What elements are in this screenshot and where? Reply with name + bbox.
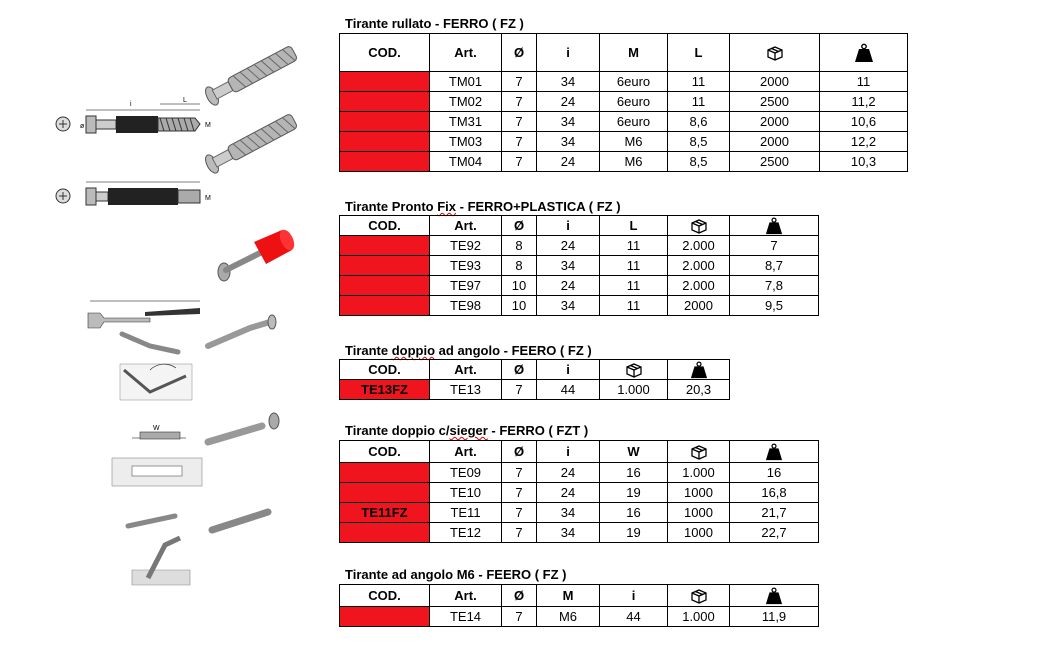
kg-cell: 20,3	[668, 380, 730, 400]
table5	[339, 584, 819, 627]
box-icon	[765, 45, 785, 61]
pack-cell: 2000	[668, 296, 730, 316]
pack-cell: 2500	[730, 152, 820, 172]
diameter-cell: 7	[502, 483, 537, 503]
cod-cell	[340, 92, 430, 112]
col-i: i	[537, 441, 600, 463]
table-row	[340, 380, 730, 400]
weight-icon	[854, 43, 874, 63]
col-art: Art.	[430, 360, 502, 380]
w-cell: 19	[600, 523, 668, 543]
kg-cell: 8,7	[730, 256, 819, 276]
art-cell: TM02	[430, 92, 502, 112]
cod-cell	[340, 256, 430, 276]
col-m: M	[537, 585, 600, 607]
art-cell: TE14	[430, 607, 502, 627]
col-pack	[668, 585, 730, 607]
box-icon	[689, 588, 709, 604]
tm-photo-2	[203, 112, 299, 176]
col-cod: COD.	[340, 216, 430, 236]
kg-cell: 11	[820, 72, 908, 92]
table2-title-c: - FERRO+PLASTICA ( FZ )	[456, 199, 621, 214]
col-pack	[600, 360, 668, 380]
m-label-2: M	[205, 195, 211, 202]
table-row	[340, 296, 819, 316]
table-row	[340, 276, 819, 296]
i-cell: 44	[537, 380, 600, 400]
col-art: Art.	[430, 441, 502, 463]
table-row	[340, 523, 819, 543]
i-cell: 24	[537, 463, 600, 483]
box-icon	[689, 444, 709, 460]
kg-cell: 12,2	[820, 132, 908, 152]
diameter-cell: 7	[502, 132, 537, 152]
i-cell: 34	[537, 523, 600, 543]
table3	[339, 359, 730, 400]
table4-title-a: Tirante doppio c/	[345, 423, 450, 438]
cod-cell	[340, 463, 430, 483]
i-cell: 24	[537, 236, 600, 256]
i-cell: 34	[537, 296, 600, 316]
col-cod: COD.	[340, 441, 430, 463]
pack-cell: 1.000	[668, 607, 730, 627]
kg-cell: 7,8	[730, 276, 819, 296]
pack-cell: 1.000	[600, 380, 668, 400]
l-cell: 11	[668, 72, 730, 92]
table2	[339, 215, 819, 316]
col-weight	[668, 360, 730, 380]
table1	[339, 33, 908, 172]
table1-title: Tirante rullato - FERRO ( FZ )	[345, 16, 524, 31]
col-cod: COD.	[340, 585, 430, 607]
table3-title-a: Tirante	[345, 343, 392, 358]
col-m: M	[600, 34, 668, 72]
cod-cell	[340, 483, 430, 503]
w-cell: 16	[600, 463, 668, 483]
te-fix-photo	[218, 227, 297, 281]
col-w: W	[600, 441, 668, 463]
cod-cell	[340, 296, 430, 316]
weight-icon	[765, 587, 783, 605]
weight-icon	[765, 443, 783, 461]
col-weight	[730, 585, 819, 607]
diameter-label: ø	[80, 123, 85, 130]
pack-cell: 1000	[668, 503, 730, 523]
diameter-cell: 7	[502, 607, 537, 627]
art-cell: TE12	[430, 523, 502, 543]
l-cell: 8,5	[668, 132, 730, 152]
col-weight	[730, 441, 819, 463]
i-cell: 24	[537, 92, 600, 112]
table3-title	[345, 343, 592, 358]
l-label: L	[183, 97, 187, 104]
kg-cell: 21,7	[730, 503, 819, 523]
table-row	[340, 607, 819, 627]
diameter-cell: 7	[502, 503, 537, 523]
table2-title	[345, 199, 621, 214]
table4-title	[345, 423, 588, 438]
table-row	[340, 92, 908, 112]
te-sieger-photos	[112, 413, 279, 585]
l-cell: 11	[600, 256, 668, 276]
product-illustrations	[0, 0, 330, 647]
box-icon	[689, 218, 709, 234]
col-weight	[820, 34, 908, 72]
m-label: M	[205, 122, 211, 129]
table-row	[340, 483, 819, 503]
pack-cell: 2500	[730, 92, 820, 112]
cod-cell	[340, 236, 430, 256]
l-cell: 11	[600, 236, 668, 256]
te13-photos	[120, 315, 276, 400]
pack-cell: 2.000	[668, 276, 730, 296]
l-cell: 8,5	[668, 152, 730, 172]
pack-cell: 2000	[730, 72, 820, 92]
col-l: L	[668, 34, 730, 72]
col-diameter: Ø	[502, 360, 537, 380]
i-label: i	[130, 101, 132, 108]
art-cell: TE93	[430, 256, 502, 276]
col-art: Art.	[430, 34, 502, 72]
art-cell: TE98	[430, 296, 502, 316]
art-cell: TE13	[430, 380, 502, 400]
col-weight	[730, 216, 819, 236]
col-i: i	[537, 216, 600, 236]
kg-cell: 11,9	[730, 607, 819, 627]
m-cell: M6	[600, 132, 668, 152]
table4-title-b: sieger	[449, 423, 488, 438]
diameter-cell: 10	[502, 296, 537, 316]
kg-cell: 16,8	[730, 483, 819, 503]
diameter-cell: 8	[502, 256, 537, 276]
pack-cell: 2000	[730, 112, 820, 132]
art-cell: TE10	[430, 483, 502, 503]
m-cell: 6euro	[600, 92, 668, 112]
box-icon	[624, 362, 644, 378]
table2-title-b: Fix	[437, 199, 457, 214]
col-cod: COD.	[340, 360, 430, 380]
pack-cell: 1.000	[668, 463, 730, 483]
cod-cell	[340, 276, 430, 296]
te-fix-diagram	[88, 301, 200, 328]
i-cell: 24	[537, 483, 600, 503]
table3-title-c: ad angolo - FEERO ( FZ )	[435, 343, 592, 358]
table-row	[340, 72, 908, 92]
col-art: Art.	[430, 585, 502, 607]
kg-cell: 9,5	[730, 296, 819, 316]
m-cell: 6euro	[600, 112, 668, 132]
art-cell: TE09	[430, 463, 502, 483]
diameter-cell: 7	[502, 380, 537, 400]
l-cell: 8,6	[668, 112, 730, 132]
col-cod: COD.	[340, 34, 430, 72]
cod-cell: TE13FZ	[340, 380, 430, 400]
diameter-cell: 7	[502, 523, 537, 543]
art-cell: TM04	[430, 152, 502, 172]
i-cell: 34	[537, 72, 600, 92]
table2-title-a: Tirante Pronto	[345, 199, 438, 214]
diameter-cell: 7	[502, 152, 537, 172]
weight-icon	[690, 361, 708, 379]
w-label: W	[153, 425, 160, 432]
pack-cell: 2000	[730, 132, 820, 152]
weight-icon	[765, 217, 783, 235]
tm-photo-1	[203, 44, 299, 108]
col-diameter: Ø	[502, 34, 537, 72]
l-cell: 11	[600, 276, 668, 296]
table-row	[340, 152, 908, 172]
pack-cell: 1000	[668, 523, 730, 543]
m-cell: M6	[600, 152, 668, 172]
cod-cell	[340, 152, 430, 172]
table4	[339, 440, 819, 543]
table-row	[340, 256, 819, 276]
cod-cell	[340, 112, 430, 132]
w-cell: 16	[600, 503, 668, 523]
cod-cell	[340, 607, 430, 627]
i-cell: 34	[537, 112, 600, 132]
cod-cell	[340, 72, 430, 92]
m-cell: M6	[537, 607, 600, 627]
col-diameter: Ø	[502, 585, 537, 607]
diameter-cell: 7	[502, 92, 537, 112]
col-i: i	[537, 360, 600, 380]
kg-cell: 11,2	[820, 92, 908, 112]
tm-diagram-2	[56, 182, 211, 205]
table-row	[340, 463, 819, 483]
i-cell: 34	[537, 132, 600, 152]
pack-cell: 2.000	[668, 236, 730, 256]
col-pack	[668, 216, 730, 236]
m-cell: 6euro	[600, 72, 668, 92]
art-cell: TE92	[430, 236, 502, 256]
art-cell: TM03	[430, 132, 502, 152]
col-diameter: Ø	[502, 441, 537, 463]
kg-cell: 10,3	[820, 152, 908, 172]
cod-cell	[340, 523, 430, 543]
art-cell: TE11	[430, 503, 502, 523]
diameter-cell: 10	[502, 276, 537, 296]
col-i: i	[537, 34, 600, 72]
w-cell: 19	[600, 483, 668, 503]
diameter-cell: 8	[502, 236, 537, 256]
col-pack	[668, 441, 730, 463]
diameter-cell: 7	[502, 72, 537, 92]
table3-title-b: doppio	[391, 343, 436, 358]
table5-title: Tirante ad angolo M6 - FEERO ( FZ )	[345, 567, 567, 582]
col-diameter: Ø	[502, 216, 537, 236]
table-row	[340, 112, 908, 132]
pack-cell: 1000	[668, 483, 730, 503]
art-cell: TM31	[430, 112, 502, 132]
table4-title-c: - FERRO ( FZT )	[487, 423, 589, 438]
table-row	[340, 503, 819, 523]
pack-cell: 2.000	[668, 256, 730, 276]
l-cell: 11	[668, 92, 730, 112]
l-cell: 11	[600, 296, 668, 316]
diameter-cell: 7	[502, 463, 537, 483]
kg-cell: 7	[730, 236, 819, 256]
cod-cell: TE11FZ	[340, 503, 430, 523]
cod-cell	[340, 132, 430, 152]
kg-cell: 16	[730, 463, 819, 483]
col-l: L	[600, 216, 668, 236]
i-cell: 44	[600, 607, 668, 627]
i-cell: 34	[537, 256, 600, 276]
art-cell: TM01	[430, 72, 502, 92]
kg-cell: 22,7	[730, 523, 819, 543]
tm-diagram	[56, 97, 211, 133]
art-cell: TE97	[430, 276, 502, 296]
col-art: Art.	[430, 216, 502, 236]
table-row	[340, 132, 908, 152]
diameter-cell: 7	[502, 112, 537, 132]
i-cell: 24	[537, 152, 600, 172]
i-cell: 34	[537, 503, 600, 523]
table-row	[340, 236, 819, 256]
kg-cell: 10,6	[820, 112, 908, 132]
i-cell: 24	[537, 276, 600, 296]
col-i: i	[600, 585, 668, 607]
col-pack	[730, 34, 820, 72]
